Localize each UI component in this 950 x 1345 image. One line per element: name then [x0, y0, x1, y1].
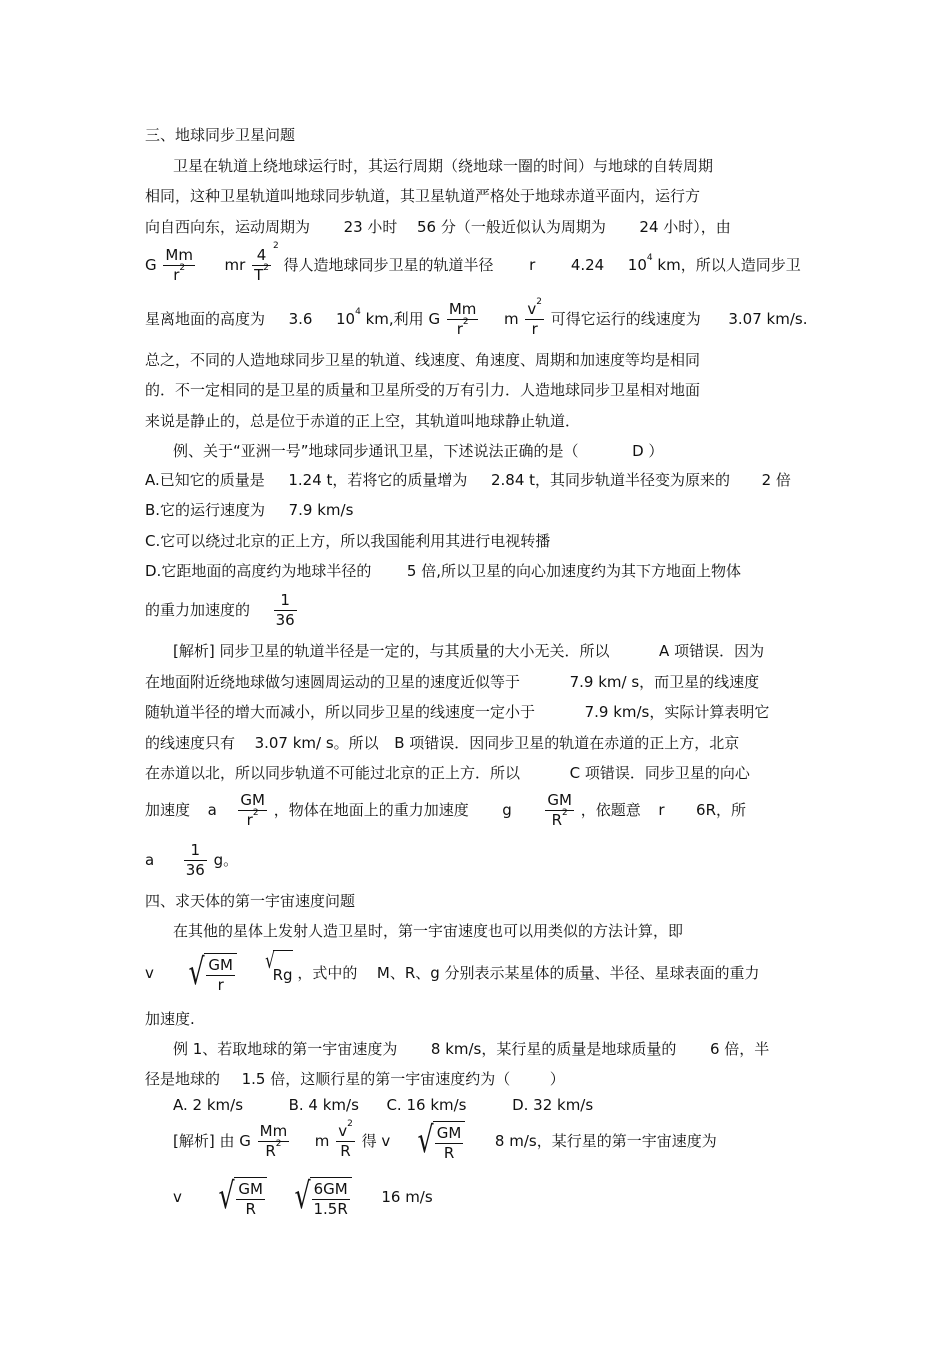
analysis-line4 — [145, 734, 739, 752]
analysis-l6-c: ，物体在地面上的重力加速度 — [273, 801, 469, 819]
sec3-para1-line1: 卫星在轨道上绕地球运行时，其运行周期（绕地球一圈的时间）与地球的自转周期 — [173, 157, 714, 175]
ex1-option-B: B. 4 km/s — [288, 1096, 359, 1114]
symbol-r: r — [529, 256, 536, 274]
section4-heading: 四、求天体的第一宇宙速度问题 — [145, 892, 356, 910]
text-24h: 24 小时），由 — [639, 218, 731, 236]
analysis-line1 — [173, 642, 764, 660]
section3-heading: 三、地球同步卫星问题 — [145, 126, 296, 144]
analysis-l1-a: [解析] 同步卫星的轨道半径是一定的，与其质量的大小无关．所以 — [173, 642, 610, 660]
analysis-l5-a: 在赤道以北，所以同步轨道不可能过北京的正上方．所以 — [145, 764, 521, 782]
sec3-para1-line2: 相同，这种卫星轨道叫地球同步轨道，其卫星轨道严格处于地球赤道平面内，运行方 — [145, 187, 701, 205]
ex1-l2-b: 1.5 倍，这顺行星的第一宇宙速度约为（ — [241, 1070, 511, 1088]
sec4-para1: 在其他的星体上发射人造卫星时，第一宇宙速度也可以用类似的方法计算，即 — [173, 922, 684, 940]
text-velocity-result: 可得它运行的线速度为 — [550, 310, 701, 328]
sqrt-GM-R: √ $\frac{GM}{R}$ — [215, 1177, 267, 1219]
fraction-4-T2: $\frac{4}{T^2}$ — [254, 246, 269, 284]
text-km-conclusion: km，所以人造同步卫 — [657, 256, 801, 274]
text-km-using-G: km,利用 G — [365, 310, 441, 328]
sqrt-Rg: √ Rg — [263, 950, 293, 997]
analysis-l4-b: 3.07 km/ s。所以 — [254, 734, 379, 752]
analysis-l7-b: g。 — [213, 851, 239, 869]
analysis-l6-e: ，依题意 — [580, 801, 641, 819]
sqrt-6GM-1-5R: √ $\frac{6GM}{1.5R}$ — [291, 1177, 352, 1219]
text-56min: 56 分（一般近似认为周期为 — [417, 218, 606, 236]
text-height-intro: 星离地面的高度为 — [145, 310, 266, 328]
optA-part2: 1.24 t，若将它的质量增为 — [288, 471, 468, 489]
optD-part3: 的重力加速度的 — [145, 601, 251, 619]
ex1-option-C: C. 16 km/s — [386, 1096, 467, 1114]
symbol-mr: mr — [224, 256, 246, 274]
symbol-m: m — [314, 1132, 330, 1150]
example-question — [173, 442, 663, 460]
example1-line2 — [145, 1070, 565, 1088]
analysis-l2-b: 7.9 km/ s，而卫星的线速度 — [569, 673, 760, 691]
symbol-r: r — [658, 801, 665, 819]
fraction-Mm-R2: $\frac{Mm}{R^2}$ — [259, 1122, 288, 1160]
ex1-option-A: A. 2 km/s — [173, 1096, 244, 1114]
summary-line3: 来说是静止的，总是位于赤道的正上空，其轨道叫地球静止轨道． — [145, 412, 581, 430]
ex1-analysis-line2 — [173, 1175, 433, 1219]
fraction-v2-R: $\frac{v^2}{R}$ — [338, 1119, 353, 1160]
ex1-l1-c: 6 倍，半 — [709, 1040, 770, 1058]
sqrt-GM-r: √ $\frac{GM}{r}$ — [185, 953, 237, 995]
text-period-intro: 向自西向东，运动周期为 — [145, 218, 311, 236]
fraction-GM-R2: $\frac{GM}{R^2}$ — [547, 791, 572, 829]
analysis-l1-b: A 项错误．因为 — [659, 642, 765, 660]
analysis-line2 — [145, 673, 759, 691]
value-3-6: 3.6 — [288, 310, 313, 328]
option-D-line1 — [145, 562, 741, 580]
summary-line1: 总之，不同的人造地球同步卫星的轨道、线速度、角速度、周期和加速度等均是相同 — [145, 351, 701, 369]
example1-options — [173, 1096, 593, 1114]
option-C: C.它可以绕过北京的正上方，所以我国能利用其进行电视转播 — [145, 532, 551, 550]
optA-part4: 2 倍 — [761, 471, 791, 489]
ex1-l1-b: 8 km/s，某行星的质量是地球质量的 — [430, 1040, 677, 1058]
fraction-v2-r: $\frac{v^2}{r}$ — [527, 297, 543, 338]
symbol-a: a — [145, 851, 155, 869]
ex1-an-b: 得 v — [361, 1132, 391, 1150]
analysis-l5-b: C 项错误．同步卫星的向心 — [569, 764, 750, 782]
ex1-l2-a: 径是地球的 — [145, 1070, 221, 1088]
analysis-line3 — [145, 703, 769, 721]
symbol-v: v — [145, 964, 154, 982]
analysis-l6-a: 加速度 — [145, 801, 191, 819]
value-3-07: 3.07 km/s. — [728, 310, 808, 328]
answer-D: D ） — [632, 442, 664, 460]
analysis-l2-a: 在地面附近绕地球做匀速圆周运动的卫星的速度近似等于 — [145, 673, 521, 691]
ex1-l1-a: 例 1、若取地球的第一宇宙速度为 — [173, 1040, 398, 1058]
power-ten: 10 — [336, 310, 356, 328]
ex1-option-D: D. 32 km/s — [512, 1096, 594, 1114]
optD-part1: D.它距地面的高度约为地球半径的 — [145, 562, 372, 580]
optB-part2: 7.9 km/s — [288, 501, 354, 519]
option-D-line2 — [145, 590, 299, 630]
power-ten: 10 — [627, 256, 647, 274]
value-4-24: 4.24 — [570, 256, 605, 274]
analysis-l4-a: 的线速度只有 — [145, 734, 236, 752]
analysis-l4-c: B 项错误．因同步卫星的轨道在赤道的正上方，北京 — [394, 734, 740, 752]
question-text: 例、关于“亚洲一号”地球同步通讯卫星，下述说法正确的是（ — [173, 442, 579, 460]
symbol-g: g — [502, 801, 512, 819]
symbol-v: v — [173, 1188, 182, 1206]
ex1-an-c: 8 m/s，某行星的第一宇宙速度为 — [494, 1132, 717, 1150]
equation-height-velocity: 星离地面的高度为 3.6 $10^4$ km,利用 G $\frac{Mm}{r^2}$ m $\frac{v^2}{r}$ 可得它运行的线速度为 3.07 km/s. — [145, 297, 808, 338]
analysis-l6-g: 6R，所 — [696, 801, 747, 819]
option-B — [145, 501, 353, 519]
option-A — [145, 471, 791, 489]
fraction-1-36: $\frac{1}{36}$ — [275, 591, 295, 629]
fraction-Mm-r2: $\frac{Mm}{r^2}$ — [165, 246, 193, 284]
fraction-Mm-r2: $\frac{Mm}{r^2}$ — [448, 300, 477, 338]
optD-part2: 5 倍,所以卫星的向心加速度约为其下方地面上物体 — [406, 562, 741, 580]
ex1-analysis-line1 — [173, 1119, 717, 1163]
fraction-1-36: $\frac{1}{36}$ — [185, 841, 205, 879]
analysis-l3-a: 随轨道半径的增大而减小，所以同步卫星的线速度一定小于 — [145, 703, 536, 721]
fraction-GM-r2: $\frac{GM}{r^2}$ — [240, 791, 265, 829]
equation-first-cosmic-velocity — [145, 950, 760, 997]
sec3-para1-line3 — [145, 218, 731, 236]
analysis-l3-b: 7.9 km/s，实际计算表明它 — [584, 703, 770, 721]
example1-line1 — [173, 1040, 769, 1058]
analysis-line5 — [145, 764, 750, 782]
analysis-line6 — [145, 790, 746, 830]
symbol-a: a — [207, 801, 217, 819]
text-where: ，式中的 — [297, 964, 358, 982]
value-16ms: 16 m/s — [381, 1188, 433, 1206]
text-23h: 23 小时 — [343, 218, 398, 236]
summary-line2: 的．不一定相同的是卫星的质量和卫星所受的万有引力．人造地球同步卫星相对地面 — [145, 381, 701, 399]
text-orbit-radius: 得人造地球同步卫星的轨道半径 — [283, 256, 494, 274]
ex1-an-a: [解析] 由 G — [173, 1132, 251, 1150]
sqrt-GM-R: √ $\frac{GM}{R}$ — [414, 1121, 466, 1163]
ex1-l2-c: ） — [549, 1070, 565, 1088]
optA-part3: 2.84 t，其同步轨道半径变为原来的 — [490, 471, 731, 489]
optA-part1: A.已知它的质量是 — [145, 471, 265, 489]
symbol-m: m — [503, 310, 519, 328]
sec4-para1-end: 加速度. — [145, 1010, 195, 1028]
symbol-G: G — [145, 256, 157, 274]
text-variables: M、R、g 分别表示某星体的质量、半径、星球表面的重力 — [376, 964, 760, 982]
optB-part1: B.它的运行速度为 — [145, 501, 266, 519]
analysis-line7 — [145, 840, 238, 880]
equation-orbit-radius: G $\frac{Mm}{r^2}$ mr $\frac{4}{T^2}$ $^2$ 得人造地球同步卫星的轨道半径 r 4.24 $10^4$ km，所以人造同步卫 — [145, 241, 801, 284]
